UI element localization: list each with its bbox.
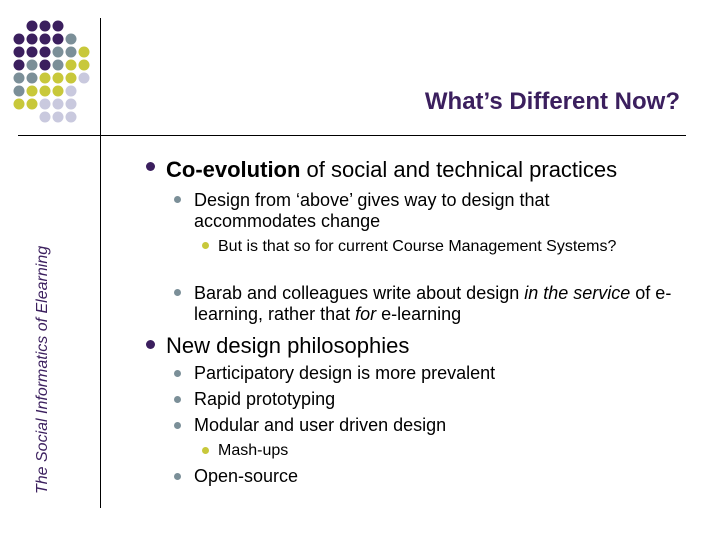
bullet-coevolution-text: of social and technical practices bbox=[300, 157, 618, 182]
sub-sub-bullet-mashups: Mash-ups bbox=[218, 442, 289, 459]
sub-sub-bullet-cms: But is that so for current Course Management Systems? bbox=[218, 238, 617, 255]
bullet-icon bbox=[202, 447, 209, 454]
barab-text-1: Barab and colleagues write about design bbox=[194, 283, 525, 303]
barab-text-3: e-learning bbox=[376, 304, 462, 324]
sub-bullet-participatory: Participatory design is more prevalent bbox=[194, 363, 496, 383]
bullet-new-design: New design philosophies bbox=[166, 333, 410, 358]
sub-bullet-open-source: Open-source bbox=[194, 466, 299, 486]
barab-emphasis-2: for bbox=[355, 304, 377, 324]
bullet-icon bbox=[146, 340, 155, 349]
sub-bullet-design-above: Design from ‘above’ gives way to design that accommodates change bbox=[194, 190, 550, 231]
bullet-icon bbox=[174, 396, 181, 403]
bullet-icon bbox=[174, 196, 181, 203]
barab-text-2: of e-learning, rather that bbox=[194, 283, 672, 324]
bullet-icon bbox=[174, 370, 181, 377]
bullet-icon bbox=[146, 162, 155, 171]
bullet-coevolution-bold: Co-evolution bbox=[166, 157, 301, 182]
sub-bullet-modular: Modular and user driven design bbox=[194, 415, 447, 435]
side-label: The Social Informatics of Elearning bbox=[34, 245, 51, 494]
bullet-icon bbox=[202, 242, 209, 249]
bullet-coevolution bbox=[166, 157, 686, 183]
bullet-icon bbox=[174, 422, 181, 429]
barab-emphasis-1: in the service bbox=[524, 283, 631, 303]
sub-bullet-barab bbox=[194, 283, 694, 325]
slide-title: What’s Different Now? bbox=[424, 88, 680, 115]
bullet-icon bbox=[174, 289, 181, 296]
sub-bullet-rapid: Rapid prototyping bbox=[194, 389, 336, 409]
bullet-icon bbox=[174, 473, 181, 480]
